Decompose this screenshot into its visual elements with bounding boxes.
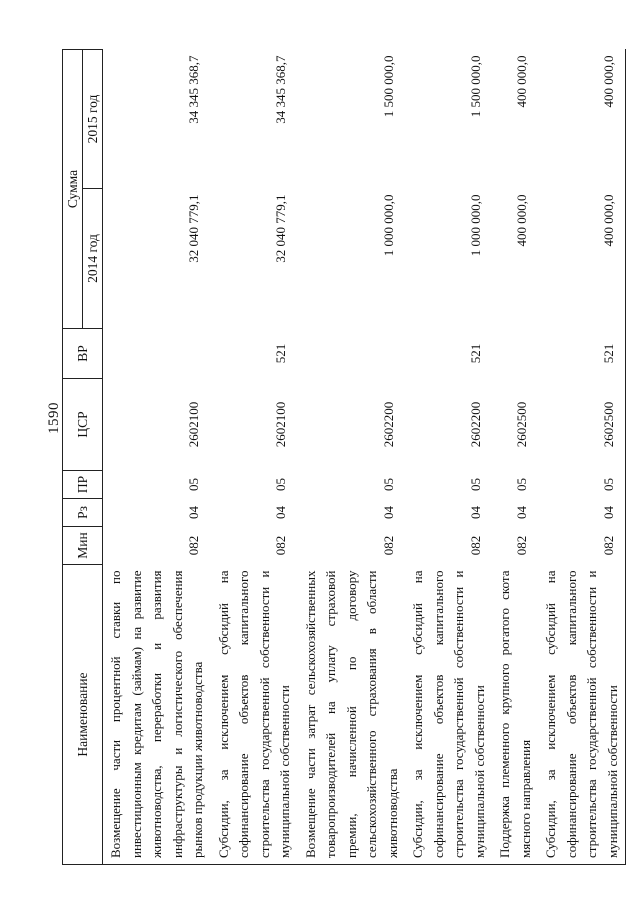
row-rz: 04	[273, 506, 288, 519]
row-pr: 05	[467, 478, 483, 491]
header-2014: 2014 год	[83, 189, 103, 329]
row-csr: 2602200	[467, 401, 483, 448]
row-pr: 05	[186, 478, 201, 491]
header-vr: ВР	[63, 329, 103, 379]
row-vr	[298, 329, 406, 379]
header-rz: Рз	[63, 499, 103, 527]
rotated-page	[62, 50, 620, 865]
row-name: Поддержка племенного крупного рогатого скота мясного направления	[492, 565, 538, 865]
page-number: 1590	[46, 402, 62, 434]
row-name: Субсидии, за исключением субсидий на софинансирование объектов капитального строительства государственной собственности и муниципальной собственности	[405, 565, 492, 865]
header-2015: 2015 год	[83, 49, 103, 188]
row-min: 082	[380, 535, 396, 556]
row-rz: 04	[513, 506, 529, 519]
row-min: 082	[273, 535, 288, 556]
row-rz: 04	[186, 506, 201, 519]
row-csr: 2602100	[273, 401, 288, 448]
row-pr: 05	[273, 478, 288, 491]
row-pr: 05	[380, 478, 396, 491]
row-sum-2015: 34 345 368,7	[273, 55, 288, 124]
row-sum-2014: 32 040 779,1	[186, 194, 201, 263]
row-csr: 2602200	[380, 401, 396, 448]
row-vr	[492, 329, 538, 379]
row-sum-2014: 1 000 000,0	[467, 194, 483, 257]
row-vr: 521	[467, 343, 483, 364]
table-row	[492, 49, 538, 864]
row-rz: 04	[538, 499, 626, 527]
row-name: Возмещение части затрат сельскохозяйственных товаропроизводителей на уплату страховой премии, начисленной по договору сельскохозяйственного страхования в области животноводства	[298, 565, 406, 865]
budget-table	[62, 49, 626, 865]
table-row	[405, 49, 492, 864]
row-sum-2015: 400 000,0	[538, 49, 626, 188]
row-vr: 521	[273, 343, 288, 364]
row-csr: 2602500	[513, 401, 529, 448]
row-min: 082	[186, 535, 201, 556]
row-sum-2015: 34 345 368,7	[186, 55, 201, 124]
row-min: 082	[467, 535, 483, 556]
row-pr: 05	[538, 471, 626, 499]
row-sum-2014: 32 040 779,1	[273, 194, 288, 263]
row-csr: 2602500	[538, 379, 626, 471]
row-name: Возмещение части процентной ставки по инвестиционным кредитам (займам) на развитие животноводства, переработки и развития инфраструктуры и логистического обеспечения рынков продукции животноводства	[103, 565, 211, 865]
row-sum-2014: 1 000 000,0	[380, 194, 396, 257]
row-min: 082	[538, 527, 626, 565]
header-csr: ЦСР	[63, 379, 103, 471]
header-sum: Сумма	[63, 49, 83, 328]
table-row	[538, 49, 626, 864]
row-vr	[103, 329, 211, 379]
table-row	[211, 49, 298, 864]
row-name: Субсидии, за исключением субсидий на софинансирование объектов капитального строительства государственной собственности и муниципальной собственности	[211, 565, 298, 865]
row-sum-2015: 1 500 000,0	[467, 55, 483, 118]
row-min: 082	[513, 535, 529, 556]
row-rz: 04	[467, 506, 483, 519]
header-name: Наименование	[63, 565, 103, 865]
row-name: Субсидии, за исключением субсидий на софинансирование объектов капитального строительства государственной собственности и муниципальной собственности	[538, 565, 626, 865]
row-vr: 521	[538, 329, 626, 379]
row-sum-2015: 400 000,0	[513, 55, 529, 108]
row-sum-2015: 1 500 000,0	[380, 55, 396, 118]
header-pr: ПР	[63, 471, 103, 499]
row-csr: 2602100	[186, 401, 201, 448]
table-row	[298, 49, 406, 864]
row-sum-2014: 400 000,0	[513, 194, 529, 247]
row-rz: 04	[380, 506, 396, 519]
table-row	[103, 49, 211, 864]
header-min: Мин	[63, 527, 103, 565]
row-sum-2014: 400 000,0	[538, 189, 626, 329]
row-pr: 05	[513, 478, 529, 491]
